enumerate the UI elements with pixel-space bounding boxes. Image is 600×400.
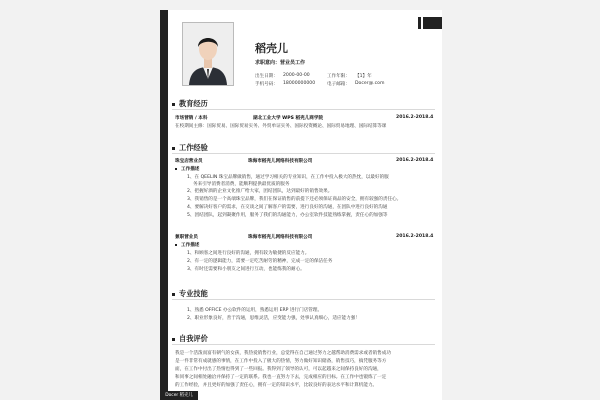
work-years-label: 工作年限：	[327, 74, 350, 79]
skill-item-1: 1、熟悉 OFFICE 办公软件的运用，熟悉运用 ERP 进行门店管理。	[187, 308, 323, 313]
section-title-self-eval	[172, 334, 208, 344]
phone-value: 18000000000	[283, 81, 316, 86]
job1-item-2: 2、把握好酒的企业文化推广给大家，团结团队，达到最好的销售效果。	[187, 189, 333, 194]
edu-courses: 在校期间主修：国际贸易、国际贸易实务、外贸单证实务、国际投资概论、国际贸易地理、国际结算等课	[175, 124, 387, 129]
self-eval-line-4: 和同事之间相处融洽并保持了一定的联系。我也一直努力下去，完成相应的目标。在工作中也锻炼了一定	[175, 375, 387, 380]
self-eval-line-5: 的工作经验，并且更好的加强了责任心，拥有一定的知识水平，比较良好的表达水平和计算机能力。	[175, 383, 378, 388]
section-self-eval-label: 自我评价	[179, 334, 208, 343]
section-divider	[172, 299, 435, 300]
job1-item-1-cont: 务来引导消费者消费，能顺利提供最优质的服务	[193, 182, 290, 187]
section-tab-work	[160, 140, 168, 152]
email-label: 电子邮箱：	[327, 82, 350, 87]
job2-item-2: 2、有一定的逻辑能力，需要一定吃苦耐劳的精神，完成一定的保洁任务	[187, 259, 333, 264]
corner-accent-thin	[418, 17, 421, 29]
bullet-icon	[175, 244, 177, 246]
resume-page	[160, 10, 442, 400]
birth-value: 2000-00-00	[283, 73, 310, 78]
job2-item-1: 1、和顾客之间进行良好的沟通，拥有较为敏捷的反应能力。	[187, 251, 310, 256]
job2-item-3: 3、有时还需要和小朋友之间进行互动，也能练我的耐心。	[187, 267, 305, 272]
section-title-work	[172, 143, 208, 153]
section-education-label: 教育经历	[179, 99, 208, 108]
corner-accent-block	[423, 17, 442, 29]
job2-date: 2016.2-2018.4	[396, 234, 434, 239]
candidate-name: 稻壳儿	[255, 42, 288, 55]
job1-item-3: 3、我销售的是一个高端珠宝品牌，我们在保证销售的前提下还必须保证商品的安全，拥有较强的责任心。	[187, 197, 402, 202]
section-bullet-icon	[172, 147, 175, 150]
skill-item-2: 2、职业形象良好，善于沟通，思维灵活，应变能力强，处事认真细心，适应能力强！	[187, 316, 360, 321]
section-divider	[172, 109, 435, 110]
section-bullet-icon	[172, 293, 175, 296]
job1-item-1: 1、在 QEELIN 珠宝品牌做销售，通过学习相关的专业知识，在工作中投入极大的热忱，以最好的服	[187, 175, 389, 180]
job1-company: 珠海市稻壳儿网络科技有限公司	[248, 159, 313, 164]
section-work-label: 工作经验	[179, 143, 208, 152]
section-title-education	[172, 99, 208, 109]
section-divider	[172, 153, 435, 154]
edu-school: 湖北工业大学 WPS 稻壳儿商学院	[253, 116, 324, 121]
section-divider	[172, 344, 435, 345]
profile-photo	[182, 22, 234, 86]
section-tab-education	[160, 96, 168, 108]
work-years-value: 【1】年	[355, 74, 372, 79]
job1-desc-label-text: 工作描述	[181, 167, 200, 172]
job2-desc-label	[175, 242, 199, 248]
section-skills-label: 专业技能	[179, 289, 208, 298]
edu-date: 2016.2-2018.4	[396, 115, 434, 120]
section-title-skills	[172, 289, 208, 299]
section-tab-self-eval	[160, 331, 168, 343]
phone-label: 手机号码：	[255, 82, 278, 87]
section-bullet-icon	[172, 103, 175, 106]
job1-title: 珠宝店营业员	[175, 159, 203, 164]
bullet-icon	[175, 168, 177, 170]
job2-desc-label-text: 工作描述	[181, 243, 200, 248]
job1-date: 2016.2-2018.4	[396, 158, 434, 163]
self-eval-line-2: 是一件非常有成就感的事情，在工作中投入了极大的热情，努力做好知识储备，销售技巧，搞凭服务等方	[175, 359, 387, 364]
job1-desc-label	[175, 166, 199, 172]
birth-label: 出生日期：	[255, 74, 278, 79]
job-intent: 求职意向：营业员工作	[255, 60, 306, 66]
self-eval-line-3: 面，在工作中付出了热情也得到了一些回报。我得到了领导的认可，可以起越来之间保持良好的沟通，	[175, 367, 382, 372]
edu-major: 市场营销 / 本科	[175, 116, 208, 121]
job2-title: 兼职营业员	[175, 235, 198, 240]
self-eval-line-1: 我是一个活泼而富有朝气的女孩，我热爱销售行业，总觉得在自己通过努力之越帮助消费需求或者销售成功	[175, 351, 391, 356]
email-value: Docer@.com	[355, 81, 385, 86]
section-bullet-icon	[172, 338, 175, 341]
job1-item-5: 5、团结团队，起到凝聚作用，服务了我们的沟通能力，办公室软件技能熟练掌握，责任心的加强等	[187, 213, 388, 218]
section-tab-skills	[160, 286, 168, 298]
job2-company: 珠海市稻壳儿网络科技有限公司	[248, 235, 313, 240]
watermark-footer: Docer 稻壳儿	[160, 391, 198, 400]
job1-item-4: 4、要解决好客户的需求，在交谈之间了解客户的需要，进行良好的沟通，在团队中进行良好的沟通	[187, 205, 388, 210]
